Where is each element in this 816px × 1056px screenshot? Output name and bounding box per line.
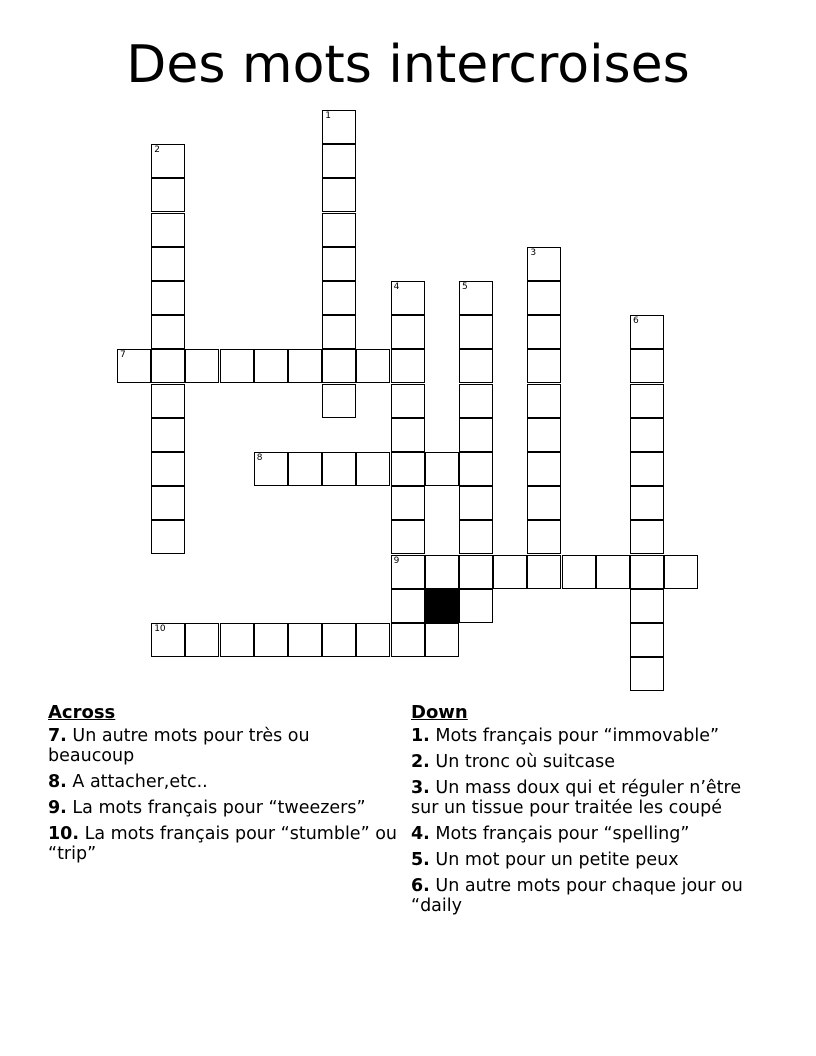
grid-cell[interactable] [288, 623, 322, 657]
across-clues [48, 702, 398, 870]
grid-cell[interactable] [185, 623, 219, 657]
grid-cell[interactable] [596, 555, 630, 589]
grid-cell[interactable] [459, 555, 493, 589]
grid-cell[interactable] [630, 520, 664, 554]
clue-down-1: 1. Mots français pour “immovable” [411, 726, 720, 746]
clue-down-6: 6. Un autre mots pour chaque jour ou “daily [411, 876, 743, 916]
grid-cell[interactable] [322, 144, 356, 178]
down-heading: Down [411, 702, 468, 723]
grid-cell[interactable] [527, 555, 561, 589]
grid-cell[interactable] [425, 452, 459, 486]
grid-cell[interactable] [356, 623, 390, 657]
grid-cell[interactable] [391, 384, 425, 418]
grid-cell[interactable] [220, 623, 254, 657]
grid-cell[interactable] [322, 281, 356, 315]
grid-cell[interactable] [527, 315, 561, 349]
grid-cell[interactable] [527, 247, 561, 281]
clue-number-4: 4 [393, 282, 400, 292]
clue-number-9: 9 [393, 555, 400, 566]
grid-cell[interactable] [459, 418, 493, 452]
grid-cell[interactable] [322, 247, 356, 281]
grid-cell[interactable] [425, 555, 459, 589]
grid-cell[interactable] [527, 349, 561, 383]
grid-cell[interactable] [117, 349, 151, 383]
grid-cell[interactable] [527, 520, 561, 554]
clue-down-3: 3. Un mass doux qui et réguler n’être sur un tissue pour traitée les coupé [411, 778, 742, 818]
grid-cell[interactable] [151, 247, 185, 281]
grid-cell[interactable] [151, 213, 185, 247]
grid-cell[interactable] [151, 144, 185, 178]
grid-cell[interactable] [151, 623, 185, 657]
grid-cell[interactable] [151, 281, 185, 315]
grid-cell[interactable] [322, 315, 356, 349]
grid-cell[interactable] [151, 520, 185, 554]
down-clues [411, 702, 761, 922]
grid-cell[interactable] [459, 281, 493, 315]
grid-cell[interactable] [630, 555, 664, 589]
grid-cell[interactable] [493, 555, 527, 589]
grid-cell[interactable] [391, 315, 425, 349]
grid-cell[interactable] [527, 418, 561, 452]
clue-down-2: 2. Un tronc où suitcase [411, 752, 616, 772]
grid-cell[interactable] [459, 520, 493, 554]
clue-across-10: 10. La mots français pour “stumble” ou “trip” [48, 824, 397, 864]
grid-cell[interactable] [288, 349, 322, 383]
grid-cell[interactable] [630, 384, 664, 418]
grid-cell[interactable] [459, 349, 493, 383]
clue-number-5: 5 [462, 282, 468, 292]
grid-cell[interactable] [527, 452, 561, 486]
grid-cell[interactable] [391, 555, 425, 589]
grid-cell[interactable] [527, 486, 561, 520]
grid-cell[interactable] [151, 349, 185, 383]
grid-cell[interactable] [630, 623, 664, 657]
clue-down-5: 5. Un mot pour un petite peux [411, 850, 679, 870]
grid-cell[interactable] [630, 486, 664, 520]
clue-down-4: 4. Mots français pour “spelling” [411, 824, 690, 844]
grid-cell[interactable] [254, 452, 288, 486]
grid-cell[interactable] [459, 452, 493, 486]
clue-across-9: 9. La mots français pour “tweezers” [48, 798, 366, 818]
grid-cell[interactable] [151, 418, 185, 452]
grid-cell[interactable] [151, 384, 185, 418]
grid-cell[interactable] [185, 349, 219, 383]
grid-cell[interactable] [425, 623, 459, 657]
grid-cell[interactable] [459, 384, 493, 418]
grid-cell[interactable] [391, 418, 425, 452]
grid-cell[interactable] [527, 281, 561, 315]
grid-cell[interactable] [391, 520, 425, 554]
grid-cell[interactable] [151, 315, 185, 349]
grid-cell[interactable] [391, 589, 425, 623]
across-heading: Across [48, 702, 116, 723]
grid-cell[interactable] [322, 384, 356, 418]
grid-cell[interactable] [322, 452, 356, 486]
grid-cell[interactable] [356, 452, 390, 486]
grid-cell[interactable] [151, 178, 185, 212]
clue-number-10: 10 [154, 624, 166, 634]
grid-cell[interactable] [391, 623, 425, 657]
clue-number-7: 7 [120, 350, 126, 361]
grid-cell[interactable] [322, 623, 356, 657]
grid-cell[interactable] [254, 349, 288, 383]
grid-cell[interactable] [391, 452, 425, 486]
puzzle-title: Des mots intercroises [126, 35, 690, 95]
grid-cell[interactable] [459, 486, 493, 520]
grid-cell[interactable] [151, 486, 185, 520]
grid-cell[interactable] [527, 384, 561, 418]
grid-cell[interactable] [151, 452, 185, 486]
grid-cell[interactable] [630, 452, 664, 486]
grid-cell[interactable] [322, 213, 356, 247]
grid-cell[interactable] [630, 589, 664, 623]
grid-cell[interactable] [322, 178, 356, 212]
clue-across-7: 7. Un autre mots pour très ou beaucoup [48, 726, 310, 766]
clue-across-8: 8. A attacher,etc.. [48, 772, 208, 792]
grid-cell[interactable] [459, 589, 493, 623]
clue-number-2: 2 [154, 145, 160, 156]
grid-cell[interactable] [356, 349, 390, 383]
grid-cell[interactable] [562, 555, 596, 589]
grid-cell[interactable] [630, 349, 664, 383]
grid-cell[interactable] [664, 555, 698, 589]
grid-cell[interactable] [459, 315, 493, 349]
grid-cell[interactable] [322, 110, 356, 144]
grid-cell[interactable] [391, 349, 425, 383]
clue-number-6: 6 [633, 316, 639, 327]
clue-number-8: 8 [256, 453, 263, 463]
grid-cell[interactable] [391, 486, 425, 520]
grid-cell[interactable] [288, 452, 322, 486]
grid-cell[interactable] [630, 418, 664, 452]
grid-cell[interactable] [254, 623, 288, 657]
grid-cell[interactable] [220, 349, 254, 383]
clue-number-3: 3 [530, 247, 537, 258]
black-square [425, 589, 459, 623]
grid-cell[interactable] [391, 281, 425, 315]
grid-cell[interactable] [322, 349, 356, 383]
clue-number-1: 1 [325, 111, 331, 121]
grid-cell[interactable] [630, 657, 664, 691]
grid-cell[interactable] [630, 315, 664, 349]
